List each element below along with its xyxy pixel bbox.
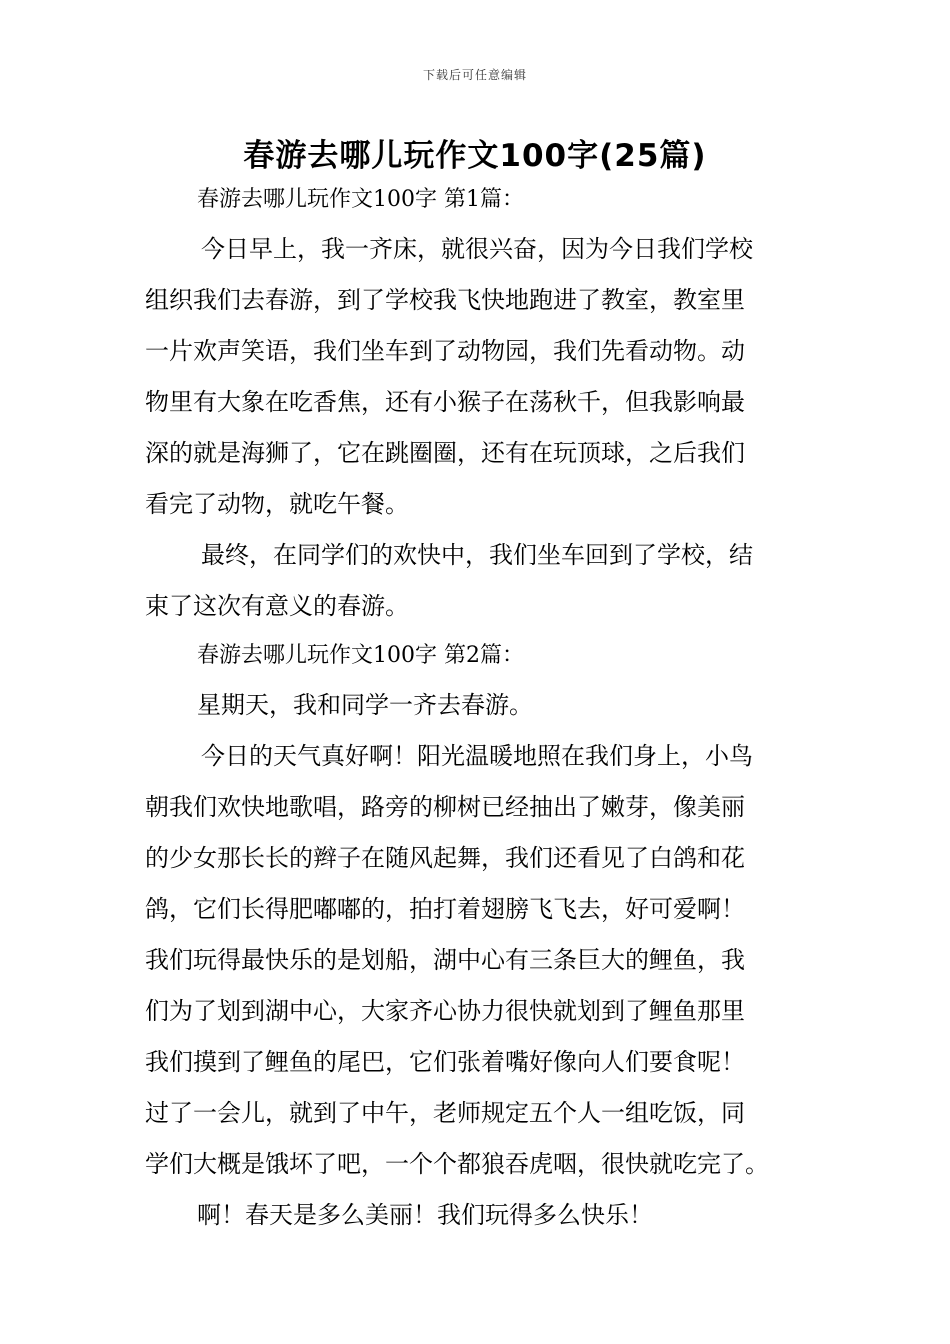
paragraph-line: 学们大概是饿坏了吧，一个个都狼吞虎咽，很快就吃完了。 (145, 1150, 769, 1178)
paragraph-line: 物里有大象在吃香焦，还有小猴子在荡秋千，但我影响最 (145, 388, 745, 416)
paragraph-line: 过了一会儿，就到了中午，老师规定五个人一组吃饭，同 (145, 1099, 745, 1127)
paragraph-line: 我们玩得最快乐的是划船，湖中心有三条巨大的鲤鱼，我 (145, 946, 745, 974)
paragraph-line: 啊！春天是多么美丽！我们玩得多么快乐！ (197, 1201, 653, 1229)
paragraph-line: 今日的天气真好啊！阳光温暖地照在我们身上，小鸟 (201, 742, 753, 770)
paragraph-line: 最终，在同学们的欢快中，我们坐车回到了学校，结 (201, 541, 753, 569)
header-note: 下载后可任意编辑 (422, 68, 527, 82)
paragraph-line: 今日早上，我一齐床，就很兴奋，因为今日我们学校 (201, 235, 753, 263)
paragraph-line: 的少女那长长的辫子在随风起舞，我们还看见了白鸽和花 (145, 844, 745, 872)
paragraph-line: 一片欢声笑语，我们坐车到了动物园，我们先看动物。动 (145, 337, 745, 365)
paragraph-line: 们为了划到湖中心，大家齐心协力很快就划到了鲤鱼那里 (145, 997, 745, 1025)
paragraph-line: 束了这次有意义的春游。 (145, 592, 409, 620)
paragraph-line: 深的就是海狮了，它在跳圈圈，还有在玩顶球，之后我们 (145, 439, 745, 467)
paragraph-line: 看完了动物，就吃午餐。 (145, 490, 409, 518)
essay-body (145, 176, 805, 1241)
paragraph-line: 星期天，我和同学一齐去春游。 (197, 691, 533, 719)
paragraph-line: 组织我们去春游，到了学校我飞快地跑进了教室，教室里 (145, 286, 745, 314)
page-title: 春游去哪儿玩作文100字(25篇) (243, 138, 707, 174)
section-heading-2: 春游去哪儿玩作文100字 第2篇： (197, 643, 524, 668)
paragraph-line: 我们摸到了鲤鱼的尾巴，它们张着嘴好像向人们要食呢！ (145, 1048, 745, 1076)
paragraph-line: 朝我们欢快地歌唱，路旁的柳树已经抽出了嫩芽，像美丽 (145, 793, 745, 821)
section-heading-1: 春游去哪儿玩作文100字 第1篇： (197, 187, 524, 212)
paragraph-line: 鸽，它们长得肥嘟嘟的，拍打着翅膀飞飞去，好可爱啊！ (145, 895, 745, 923)
